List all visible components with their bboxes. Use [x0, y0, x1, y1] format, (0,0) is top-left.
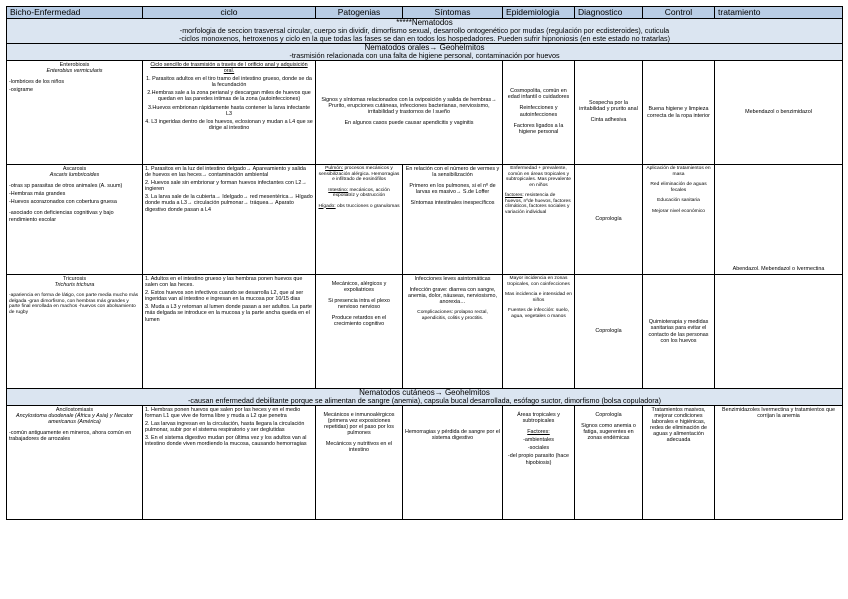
trichuris-cycle-cell — [143, 275, 316, 389]
ancylostoma-symptoms: Hemorragias y pérdida de sangre por el sistema digestivo — [405, 429, 500, 442]
ascaris-note-1: -otras sp parasitas de otros animales (A. suum) — [9, 183, 123, 190]
trichuris-epi-2: Mas incidencia e intensidad en niños — [505, 292, 572, 303]
trichuris-notes: -apariencia en forma de látigo, con parte media mucho más delgada -gran dimorfismo, con hembras más grandes y parte final enrollada en machos -huevos con abolsamiento de rugby — [9, 293, 139, 315]
ancylostoma-epi-head: Áreas tropicales y subtropicales — [517, 412, 560, 425]
intro-title: *****Nematodos — [396, 18, 453, 27]
notes-table-sheet — [6, 6, 842, 520]
row-ascarosis — [7, 165, 843, 275]
trichuris-symptoms-2: Infección grave: diarrea con sangre, anemia, dolor, náuseas, nerviosismo, anorexia… — [408, 287, 497, 306]
section-orales-subtitle: -trasmisión relacionada con una falta de higiene personal, contaminación por huevos — [289, 51, 560, 60]
ascaris-cycle-1: 1. Parasitos en la luz del intestino delgado→ Apareamiento y salida de huevos en las heces→ contaminación ambiental — [145, 166, 306, 179]
enterobius-note-2: -oxigrame — [9, 87, 33, 94]
ascaris-epi-head: Enfermedad + prevalente, común en áreas tropicales y subtropicales. Mas prevalente en niños — [506, 166, 571, 188]
ascaris-note-4: -asociado con deficiencias cognitivas y bajo rendimiento escolar — [9, 210, 114, 223]
enterobius-cycle-title: Ciclo sencillo de trasmisión a través de l orificio anal y adquisición oral. — [150, 62, 308, 75]
enterobius-name: Enterobiosis — [59, 62, 90, 68]
trichuris-symptoms-cell — [403, 275, 503, 389]
ascaris-symptoms-cell — [403, 165, 503, 275]
ancylostoma-epi-factors-label: Factores: — [527, 429, 550, 436]
ascaris-path-text-1: procesos mecánicos y sensibilización alérgica. Hemorragias e infiltrado de eosinófilos — [318, 166, 400, 182]
header-sintomas: Síntomas — [403, 7, 503, 19]
ascaris-note-2: -Hembras más grandes — [9, 191, 66, 198]
enterobius-note-1: -lombrices de los niños — [9, 79, 65, 86]
ascaris-path-text-2: mecánicos, acción expoliatriz y obstrucción — [332, 187, 390, 198]
header-diagnostico: Diagnostico — [575, 7, 643, 19]
enterobius-epi-cell — [503, 61, 575, 165]
ancylostoma-species: Ancylostoma duodenale (África y Asia) y Necator americanus (América) — [16, 413, 133, 426]
enterobius-cycle-4: 4. L3 ingeridas dentro de los huevos, eclosionan y mudan a L4 que se dirige al intestino — [145, 118, 313, 131]
trichuris-cycle-2: 2. Estos huevos son infectivos cuando se desarrolla L2, que al ser ingeridas van al intestino e ingresan en la mucosa por 10/15 dias — [145, 290, 304, 303]
ascaris-symptoms-2: Primero en los pulmones, si el nº de larvas es masivo→ S.de Loffer — [409, 183, 496, 196]
ancylostoma-diag-1: Coprología — [595, 412, 622, 418]
header-patogenias: Patogenias — [316, 7, 403, 19]
ascaris-cycle-3: 3. La larva sale de la cubierta→ Idelgado→ red mesentérica→ Hígado donde muda a L3→ circulación pulmonar→ tráquea→ Aparato digestivo donde pasan a L4 — [145, 194, 313, 213]
trichuris-pathogeny-cell — [316, 275, 403, 389]
enterobius-diag-1: Sospecha por la irritabilidad y prurito anal — [579, 99, 638, 112]
trichuris-symptoms-1: Infecciones leves asintomáticas — [414, 276, 491, 282]
ancylostoma-diag-2: Signos como anemia o fatiga, sugerentes en zonas endémicas — [581, 423, 636, 442]
ancylostoma-notes: -común antiguamente en mineros, ahora común en trabajadores de arrozales — [9, 430, 132, 443]
ascaris-pathogeny-cell — [316, 165, 403, 275]
ancylostoma-name: Ancilostomiasis — [55, 407, 94, 413]
ancylostoma-cycle-cell — [143, 406, 316, 520]
enterobius-epi-3: Factores ligados a la higiene personal — [513, 122, 564, 135]
enterobius-cycle-3: 3.Huevos embrionan rápidamente hasta contener la larva infectante L3 — [147, 104, 311, 117]
section-cutaneos-subtitle: -causan enfermedad debilitante porque se alimentan de sangre (anemia), capsula bucal desarrollada, esófago suctor, dimorfismo (bolsa copuladora) — [187, 396, 662, 405]
row-tricurosis — [7, 275, 843, 389]
enterobius-cycle-1: 1. Parasitos adultos en el tiro tramo del intestino grueso, donde se da la fecundación — [146, 76, 312, 89]
ascaris-diag-cell: Coprología — [575, 165, 643, 275]
ascaris-symptoms-1: En relación con el número de vermes y la sensibilización — [405, 166, 500, 179]
ascaris-name: Ascarosis — [62, 166, 87, 172]
enterobius-cycle-cell — [143, 61, 316, 165]
enterobius-treatment-cell: Mebendazol o benzimidazol — [715, 61, 843, 165]
enterobius-cycle-2: 2.Hembras sale a la zona perianal y descargan miles de huevos que quedan en las paredes intimas de la zona (autoinfecciones) — [147, 90, 311, 103]
ascaris-control-2: Red eliminación de aguas fecales — [650, 182, 707, 193]
trichuris-control-cell: Quimioterapia y medidas sanitarias para evitar el contacto de las personas con los huevos — [643, 275, 715, 389]
ascaris-control-3: Educación sanitaria — [657, 198, 700, 203]
ancylostoma-symptoms-cell — [403, 406, 503, 520]
enterobius-epi-2: Reinfecciones y autoinfecciones — [519, 105, 558, 118]
ancylostoma-path-2: Mecánicos y nutritivos en el intestino — [325, 441, 393, 454]
enterobius-diag-2: Cinta adhesiva — [590, 117, 627, 124]
trichuris-epi-3: Fuentes de infección: suelo, agua, vegetales o manos — [508, 308, 569, 319]
trichuris-path-1: Mecánicos, alérgicos y expoliatrices — [331, 281, 387, 294]
ancylostoma-pathogeny-cell — [316, 406, 403, 520]
trichuris-symptoms-3: Complicaciones: prolapso rectal, apendicitis, colitis y proctitis. — [417, 310, 488, 321]
ascaris-species: Ascaris lumbricoides — [49, 172, 100, 179]
trichuris-cycle-3: 3. Muda a L3 y retornan al lumen donde pasan a ser adultos. La parte más delgada se introduce en la mucosa y la parte ancha queda en el lumen — [145, 304, 312, 323]
ascaris-epi-factors: : resistencia de huevos, nºde huevos, factores climáticos, factores sociales y variación individual — [505, 193, 571, 215]
trichuris-name-cell — [7, 275, 143, 389]
section-orales-title: Nematodos orales→ Geohelmitos — [364, 43, 485, 52]
ascaris-epi-factors-label: factores — [505, 193, 523, 198]
ancylostoma-epi-factor-1: -ambientales — [523, 437, 554, 444]
ancylostoma-name-cell — [7, 406, 143, 520]
enterobius-epi-1: Cosmopolita, común en edad infantil o cuidadores — [507, 88, 570, 101]
ascaris-control-4: Mejorar nivel económico — [651, 208, 705, 214]
ascaris-epi-cell — [503, 165, 575, 275]
ascaris-note-3: -Huevos acorazonados con cobertura gruesa — [9, 199, 117, 206]
ascaris-control-cell — [643, 165, 715, 275]
ascaris-cycle-2: 2. Huevos sale sin embrionar y forman huevos infectantes con L2→ ingieren — [145, 180, 307, 193]
trichuris-name: Tricurosis — [62, 276, 87, 282]
row-ancilostomiasis — [7, 406, 843, 520]
ancylostoma-cycle-3: 3. En el sistema digestivo mudan por última vez y los adultos van al intestino donde viven mordiendo la mucosa, causando hemorragias — [145, 435, 307, 448]
enterobius-control-cell: Buena higiene y limpieza correcta de la ropa interior — [643, 61, 715, 165]
header-row — [7, 7, 843, 19]
intro-band — [7, 19, 843, 44]
trichuris-epi-1: Mayor incidencia en zonas tropicales, con coinfecciones — [507, 276, 570, 287]
ancylostoma-control-cell: Tratamientos masivos, mejorar condiciones laborales e higiénicas, redes de eliminación de aguas y alimentación adecuada — [643, 406, 715, 520]
ancylostoma-diag-cell — [575, 406, 643, 520]
trichuris-path-2: Si presencia intra el plexo nervioso nervioso — [328, 298, 390, 311]
header-control: Control — [643, 7, 715, 19]
ascaris-path-label-3: Hígado: — [318, 203, 336, 209]
enterobius-diag-cell — [575, 61, 643, 165]
ascaris-path-label-1: Pulmón: — [325, 166, 344, 171]
ascaris-symptoms-3: Síntomas intestinales inespecíficos — [410, 200, 495, 207]
trichuris-diag-cell: Coprología — [575, 275, 643, 389]
ancylostoma-treatment-cell: Benzimidazoles Ivermectina y tratamientos que corrijan la anemia — [715, 406, 843, 520]
ancylostoma-cycle-1: 1. Hembras ponen huevos que salen por las heces y en el medio forman L1 que vive de forma libre y muda a L2 que penetra — [145, 407, 301, 420]
intro-line-2: -ciclos monoxenos, hetroxenos y ciclo en la que todas las fases se dan en todos los hospedadores. Pueden sufrir hipnoniosis (en este estado no tratarlas) — [178, 34, 671, 43]
ascaris-path-text-3: obs trucciones o granulomas — [336, 203, 400, 209]
row-enterobiosis — [7, 61, 843, 165]
header-tratamiento: tratamiento — [715, 7, 843, 19]
ascaris-control-1: Aplicación de tratamientos en masa — [646, 166, 711, 177]
ascaris-path-label-2: Intestino: — [328, 187, 349, 193]
section-orales-band — [7, 44, 843, 61]
ancylostoma-cycle-2: 2. Las larvas ingresan en la circulación, hasta llegara la circulación pulmonar, subir por el sistema respiratorio y ser deglutidas — [145, 421, 305, 434]
section-cutaneos-title: Nematodos cutáneos→ Geohelmitos — [359, 388, 490, 397]
nematode-table — [6, 6, 843, 520]
header-bicho: Bicho-Enfermedad — [7, 7, 143, 19]
ancylostoma-epi-cell — [503, 406, 575, 520]
enterobius-symptoms-2: En algunos casos puede causar apendicitis y vaginitis — [344, 120, 474, 127]
trichuris-epi-cell — [503, 275, 575, 389]
ancylostoma-epi-factor-2: -sociales — [527, 445, 550, 452]
enterobius-species: Enterobius vermicularis — [46, 68, 103, 75]
enterobius-symptoms-1: Signos y síntomas relacionados con la oviposición y salida de hembras→ Prurito, erupciones cutáneas, infecciones bacterianas, nerviosismo, irritabilidad y trastornos de l sueño — [321, 96, 497, 115]
ascaris-name-cell — [7, 165, 143, 275]
ancylostoma-epi-factor-3: -del propio parasito (hace hipobiosis) — [507, 453, 570, 466]
trichuris-species: Trichuris trichura — [54, 282, 95, 289]
header-epidemiologia: Epidemiologia — [503, 7, 575, 19]
ancylostoma-path-1: Mecánicos e inmunoalérgicos (primera vez exposiciones repetidas) por el paso por los pulmones — [323, 412, 395, 437]
enterobius-name-cell — [7, 61, 143, 165]
trichuris-cycle-1: 1. Adultos en el intestino grueso y las hembras ponen huevos que salen con las heces. — [145, 276, 303, 289]
ascaris-treatment-cell: Abendazol. Mebendazol o Ivermectina — [715, 165, 843, 275]
enterobius-symptoms-cell — [316, 61, 503, 165]
ascaris-cycle-cell — [143, 165, 316, 275]
header-ciclo: ciclo — [143, 7, 316, 19]
trichuris-path-3: Produce retardos en el crecimiento cognitivo — [331, 315, 387, 328]
trichuris-treatment-cell — [715, 275, 843, 389]
section-cutaneos-band — [7, 389, 843, 406]
intro-line-1: -morfologia de seccion trasversal circular, cuerpo sin dividir, dimorfismo sexual, desarrollo ontogenético por mudas (regulación por ecdisteroides), cuticula — [179, 26, 670, 35]
